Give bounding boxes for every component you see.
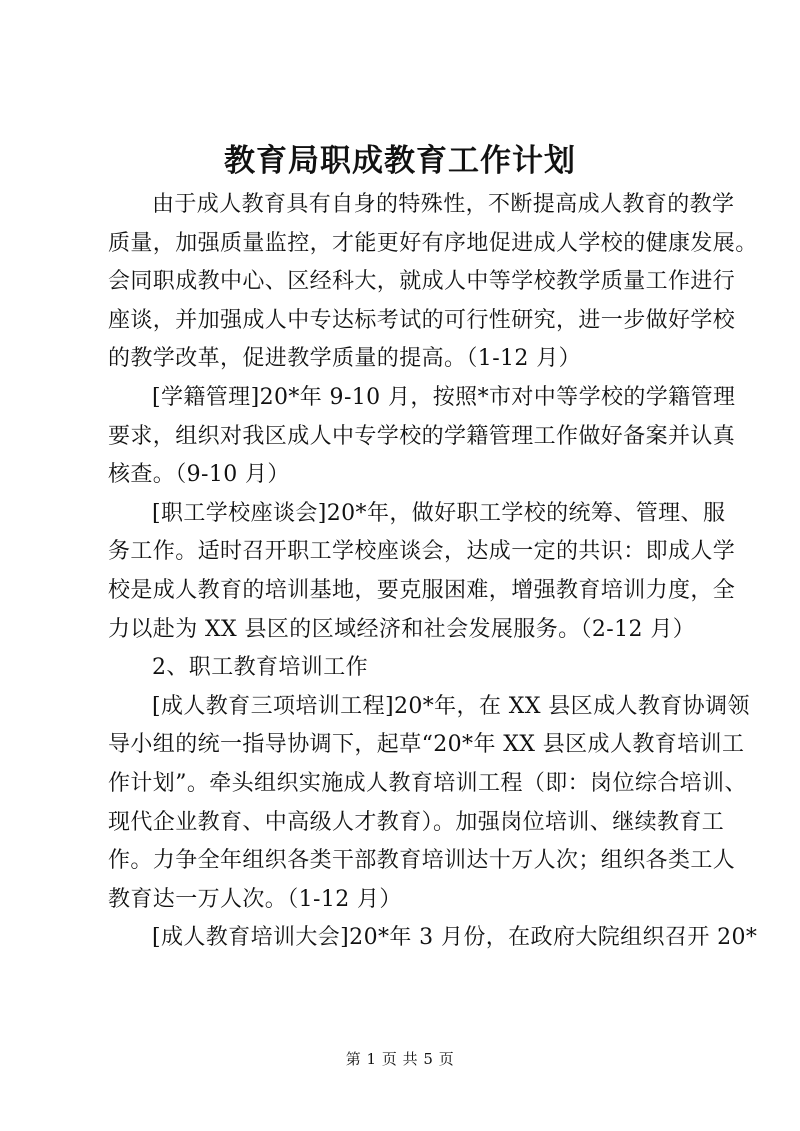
document-body xyxy=(108,186,758,958)
paragraph-enrollment xyxy=(108,379,736,495)
page-footer: 第 1 页 共 5 页 xyxy=(345,1050,455,1068)
text-line: 现代企业教育、中高级人才教育）。加强岗位培训、继续教育工 xyxy=(108,809,725,835)
text-line: 力以赴为 XX 县区的区域经济和社会发展服务。（2-12 月） xyxy=(108,616,696,642)
text-line: 座谈，并加强成人中专达标考试的可行性研究，进一步做好学校 xyxy=(108,307,736,333)
page-title: 教育局职成教育工作计划 xyxy=(224,143,576,179)
text-line: 作。力争全年组织各类干部教育培训达十万人次；组织各类工人 xyxy=(108,848,736,874)
text-line: 由于成人教育具有自身的特殊性，不断提高成人教育的教学 xyxy=(152,192,735,217)
text-line: [成人教育培训大会]20*年 3 月份，在政府大院组织召开 20* xyxy=(152,925,758,951)
text-line: 校是成人教育的培训基地，要克服困难，增强教育培训力度，全 xyxy=(108,577,736,603)
text-line: 会同职成教中心、区经科大，就成人中等学校教学质量工作进行 xyxy=(108,269,736,295)
text-line: [成人教育三项培训工程]20*年，在 XX 县区成人教育协调领 xyxy=(152,693,750,719)
text-line: 导小组的统一指导协调下，起草“20*年 XX 县区成人教育培训工 xyxy=(108,732,745,758)
text-line: 质量，加强质量监控，才能更好有序地促进成人学校的健康发展。 xyxy=(108,230,758,256)
text-line: 教育达一万人次。（1-12 月） xyxy=(108,886,402,912)
text-line: 核查。（9-10 月） xyxy=(108,462,290,488)
text-line: 务工作。适时召开职工学校座谈会，达成一定的共识：即成人学 xyxy=(108,539,736,565)
paragraph-three-training xyxy=(108,688,750,920)
text-line: [职工学校座谈会]20*年，做好职工学校的统筹、管理、服 xyxy=(152,500,726,526)
text-line: 要求，组织对我区成人中专学校的学籍管理工作做好备案并认真 xyxy=(108,423,736,449)
text-line: 2、职工教育培训工作 xyxy=(152,655,368,681)
section-heading xyxy=(108,649,704,688)
text-line: [学籍管理]20*年 9-10 月，按照*市对中等学校的学籍管理 xyxy=(152,384,736,410)
text-line: 的教学改革，促进教学质量的提高。（1-12 月） xyxy=(108,346,582,372)
paragraph-quality xyxy=(108,186,758,379)
text-line: 作计划”。牵头组织实施成人教育培训工程（即：岗位综合培训、 xyxy=(108,770,747,796)
paragraph-workers-school xyxy=(108,495,736,649)
paragraph-training-conference xyxy=(108,919,758,958)
